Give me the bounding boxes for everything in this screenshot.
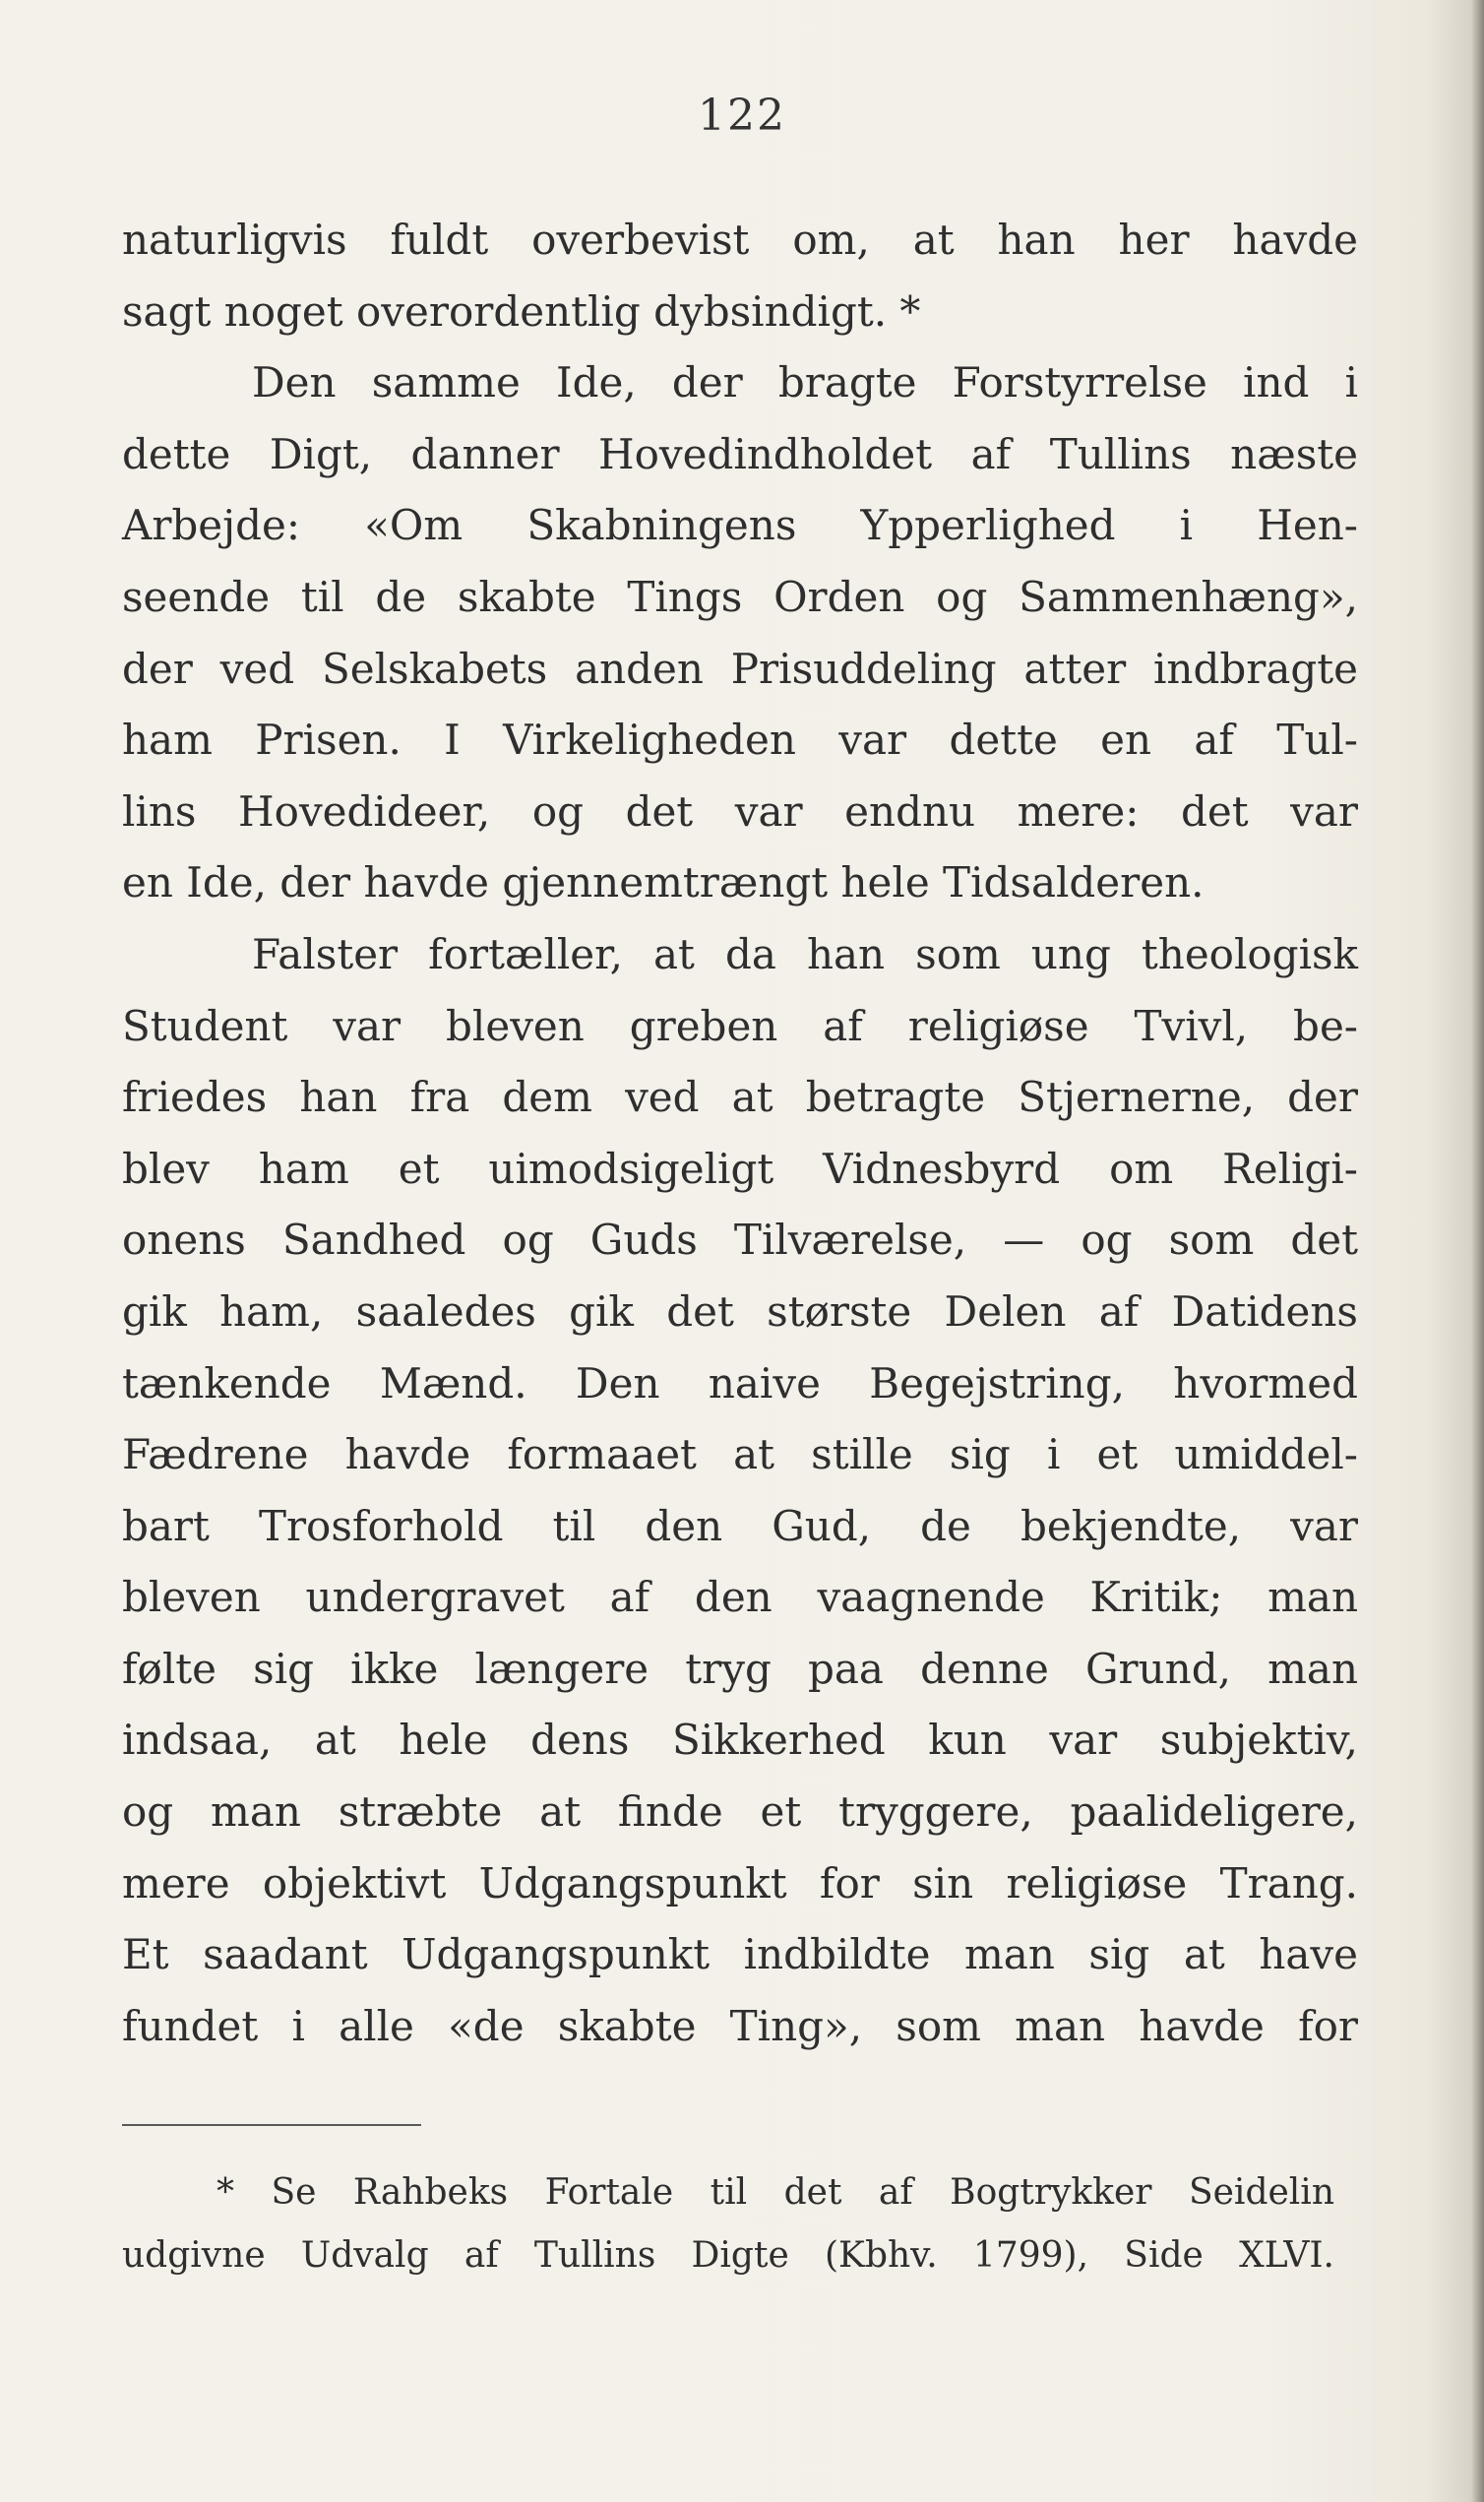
text-line: sagt noget overordentlig dybsindigt. *	[122, 286, 921, 336]
footnote	[122, 2161, 1334, 2287]
footnote-divider	[122, 2124, 421, 2126]
text-line: Student var bleven greben af religiøse Tvivl, be-	[122, 1001, 1358, 1050]
text-line: lins Hovedideer, og det var endnu mere: det var	[122, 786, 1358, 836]
text-line: Et saadant Udgangspunkt indbildte man sig at have	[122, 1930, 1358, 1979]
text-line: seende til de skabte Tings Orden og Sammenhæng»,	[122, 572, 1358, 621]
text-line: friedes han fra dem ved at betragte Stjernerne, der	[122, 1073, 1358, 1122]
text-line: fundet i alle «de skabte Ting», som man havde for	[122, 2001, 1358, 2050]
text-line: der ved Selskabets anden Prisuddeling atter indbragte	[122, 644, 1358, 693]
text-line: og man stræbte at finde et tryggere, paalideligere,	[122, 1787, 1358, 1837]
text-line: Fædrene havde formaaet at stille sig i et umiddel-	[122, 1430, 1358, 1479]
page-edge-shadow	[1472, 0, 1484, 2502]
text-line: dette Digt, danner Hovedindholdet af Tullins næste	[122, 429, 1358, 478]
footnote-line: udgivne Udvalg af Tullins Digte (Kbhv. 1799), Side XLVI.	[122, 2235, 1334, 2276]
text-line: Den samme Ide, der bragte Forstyrrelse ind i	[252, 358, 1358, 407]
text-line: blev ham et uimodsigeligt Vidnesbyrd om Religi-	[122, 1144, 1358, 1193]
text-line: følte sig ikke længere tryg paa denne Grund, man	[122, 1644, 1358, 1693]
page-number: 122	[698, 91, 786, 141]
text-line: gik ham, saaledes gik det største Delen af Datidens	[122, 1286, 1358, 1336]
text-line: Arbejde: «Om Skabningens Ypperlighed i Hen-	[122, 501, 1358, 550]
footnote-line: * Se Rahbeks Fortale til det af Bogtrykker Seidelin	[216, 2172, 1334, 2213]
body-text	[122, 205, 1358, 2062]
text-line: bleven undergravet af den vaagnende Kritik; man	[122, 1573, 1358, 1622]
text-line: onens Sandhed og Guds Tilværelse, — og som det	[122, 1216, 1358, 1265]
text-line: Falster fortæller, at da han som ung theologisk	[252, 929, 1358, 978]
text-line: ham Prisen. I Virkeligheden var dette en af Tul-	[122, 716, 1358, 765]
text-line: tænkende Mænd. Den naive Begejstring, hvormed	[122, 1358, 1358, 1407]
text-line: indsaa, at hele dens Sikkerhed kun var subjektiv,	[122, 1716, 1358, 1765]
text-line: bart Trosforhold til den Gud, de bekjendte, var	[122, 1501, 1358, 1550]
text-line: en Ide, der havde gjennemtrængt hele Tidsalderen.	[122, 858, 1205, 907]
text-line: mere objektivt Udgangspunkt for sin religiøse Trang.	[122, 1858, 1358, 1908]
text-line: naturligvis fuldt overbevist om, at han her havde	[122, 216, 1358, 264]
